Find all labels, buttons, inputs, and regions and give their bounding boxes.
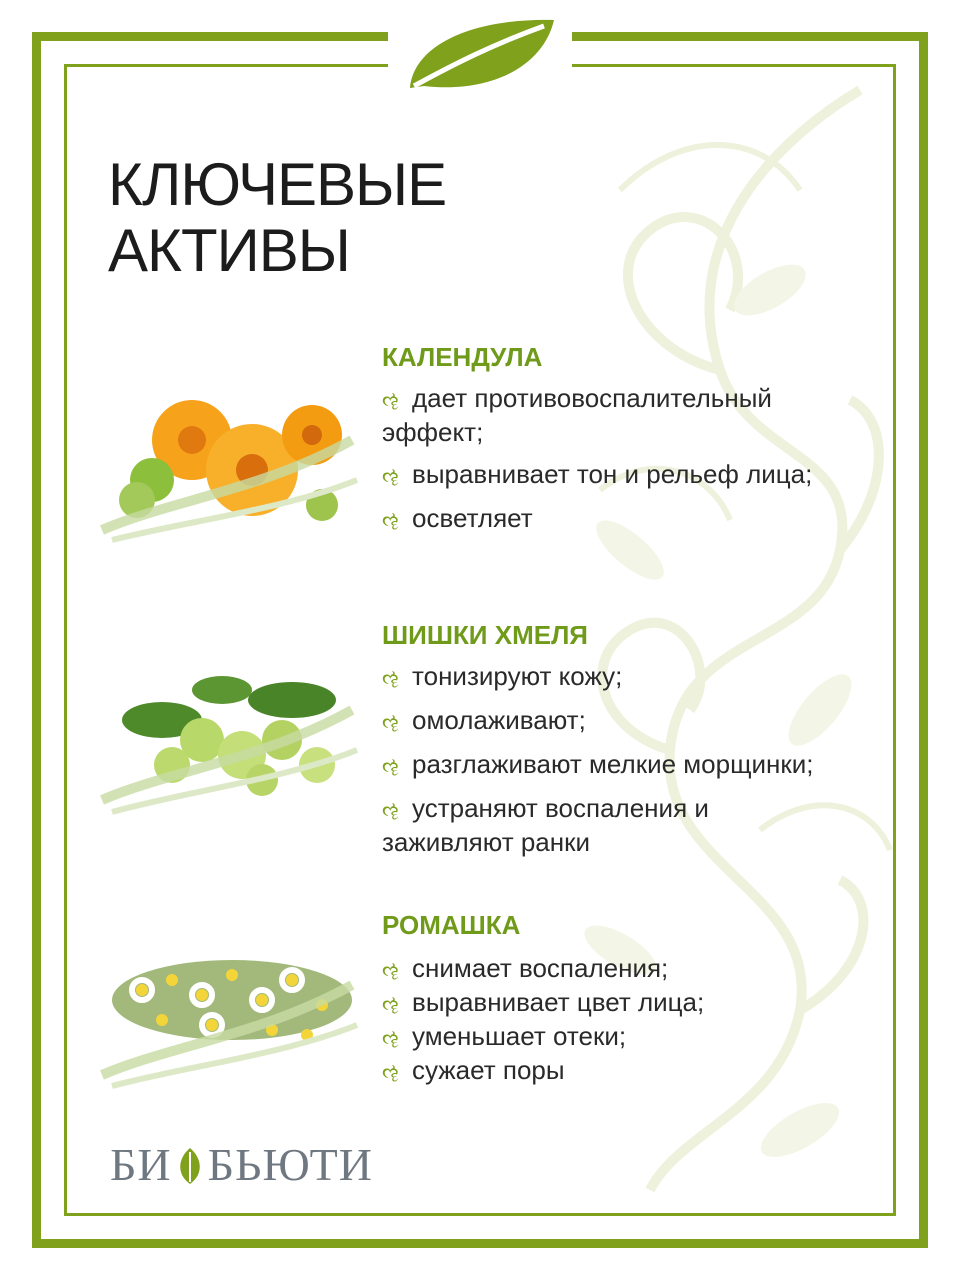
- list-item: ૡ омолаживают;: [382, 704, 882, 738]
- title-line-2: АКТИВЫ: [108, 217, 350, 284]
- page-title: [108, 152, 446, 284]
- list-item: ૡ устраняют воспаления и заживляют ранки: [382, 793, 709, 857]
- brand-logo: [110, 1138, 373, 1191]
- list-item: ૡ выравнивает цвет лица;: [382, 986, 822, 1020]
- leaf-icon: [404, 14, 558, 96]
- list-item: ૡ тонизируют кожу;: [382, 660, 882, 694]
- hop-cones-image: [92, 660, 362, 820]
- bullet-icon: ૡ: [382, 755, 399, 777]
- logo-leaf-icon: [172, 1146, 208, 1186]
- section-title-chamomile: РОМАШКА: [382, 910, 521, 940]
- bullet-icon: ૡ: [382, 799, 399, 821]
- list-item: ૡ выравнивает тон и рельеф лица;: [382, 458, 822, 492]
- chamomile-benefits-list: [382, 952, 822, 1088]
- list-item: ૡ снимает воспаления;: [382, 952, 822, 986]
- chamomile-image: [92, 940, 362, 1090]
- bullet-icon: ૡ: [382, 959, 399, 981]
- bullet-icon: ૡ: [382, 1027, 399, 1049]
- title-line-1: КЛЮЧЕВЫЕ: [108, 151, 447, 218]
- calendula-image: [92, 380, 362, 550]
- logo-text-part2: БЬЮТИ: [207, 1139, 373, 1190]
- bullet-icon: ૡ: [382, 465, 399, 487]
- bullet-icon: ૡ: [382, 993, 399, 1015]
- hops-benefits-list: [382, 660, 882, 858]
- list-item: ૡ разглаживают мелкие морщинки;: [382, 748, 882, 782]
- bullet-icon: ૡ: [382, 1061, 399, 1083]
- bullet-icon: ૡ: [382, 389, 399, 411]
- bullet-icon: ૡ: [382, 509, 399, 531]
- list-item: ૡ сужает поры: [382, 1054, 822, 1088]
- logo-text-part1: БИ: [110, 1139, 172, 1190]
- list-item: ૡ уменьшает отеки;: [382, 1020, 822, 1054]
- list-item: ૡ дает противовоспалительный эффект;: [382, 383, 772, 447]
- section-title-hops: ШИШКИ ХМЕЛЯ: [382, 620, 588, 650]
- calendula-benefits-list: [382, 382, 822, 536]
- list-item: ૡ осветляет: [382, 502, 822, 536]
- bullet-icon: ૡ: [382, 667, 399, 689]
- section-title-calendula: КАЛЕНДУЛА: [382, 342, 543, 372]
- bullet-icon: ૡ: [382, 711, 399, 733]
